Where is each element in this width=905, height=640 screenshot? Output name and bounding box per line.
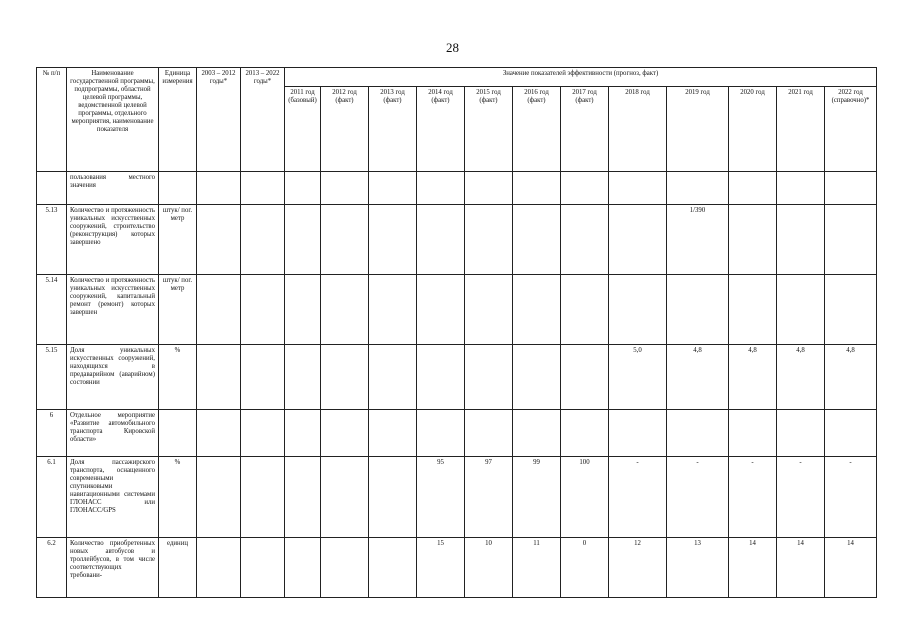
row-value	[825, 172, 877, 205]
row-unit: %	[159, 457, 197, 538]
header-year: 2016 год (факт)	[513, 87, 561, 172]
row-num: 6.1	[37, 457, 67, 538]
row-value	[285, 410, 321, 457]
row-value	[729, 275, 777, 345]
row-value	[777, 205, 825, 275]
row-value	[465, 172, 513, 205]
row-value: -	[609, 457, 667, 538]
header-year: 2018 год	[609, 87, 667, 172]
row-value	[729, 172, 777, 205]
row-value	[777, 172, 825, 205]
row-period-2013-2022	[241, 538, 285, 598]
row-value: -	[667, 457, 729, 538]
row-value	[513, 410, 561, 457]
row-value	[321, 205, 369, 275]
row-value	[513, 205, 561, 275]
row-value	[513, 172, 561, 205]
row-value	[777, 410, 825, 457]
row-value	[561, 275, 609, 345]
row-period-2003-2012	[197, 275, 241, 345]
header-year: 2017 год (факт)	[561, 87, 609, 172]
row-value: 10	[465, 538, 513, 598]
row-value	[321, 538, 369, 598]
row-value	[465, 410, 513, 457]
row-period-2013-2022	[241, 205, 285, 275]
row-value: 13	[667, 538, 729, 598]
row-value: 95	[417, 457, 465, 538]
row-value	[321, 410, 369, 457]
row-unit: штук/ пог. метр	[159, 275, 197, 345]
row-value: 12	[609, 538, 667, 598]
row-value	[561, 172, 609, 205]
row-name: пользования местного значения	[67, 172, 159, 205]
header-year: 2021 год	[777, 87, 825, 172]
header-year: 2013 год (факт)	[369, 87, 417, 172]
row-value: 15	[417, 538, 465, 598]
row-value: 1/390	[667, 205, 729, 275]
row-value	[321, 457, 369, 538]
table-row	[37, 172, 877, 205]
row-unit	[159, 172, 197, 205]
row-value: 4,8	[667, 345, 729, 410]
row-value	[417, 345, 465, 410]
table-row	[37, 457, 877, 538]
row-value: 14	[777, 538, 825, 598]
row-value	[561, 345, 609, 410]
row-value	[321, 172, 369, 205]
row-value	[369, 538, 417, 598]
row-value	[369, 410, 417, 457]
row-value	[417, 275, 465, 345]
row-value: 5,0	[609, 345, 667, 410]
row-value	[729, 410, 777, 457]
row-value	[513, 275, 561, 345]
header-year: 2019 год	[667, 87, 729, 172]
row-value: 11	[513, 538, 561, 598]
header-period-2003-2012: 2003 – 2012 годы*	[197, 68, 241, 172]
row-value	[609, 410, 667, 457]
row-value	[417, 172, 465, 205]
row-name: Отдельное мероприятие «Развитие автомобильного транспорта Кировской области»	[67, 410, 159, 457]
row-name: Количество и протяженность уникальных искусственных сооружений, капитальный ремонт (ремонт) которых завершен	[67, 275, 159, 345]
row-value	[285, 275, 321, 345]
row-num	[37, 172, 67, 205]
row-value	[417, 410, 465, 457]
row-value	[825, 275, 877, 345]
row-value	[285, 172, 321, 205]
row-value: 99	[513, 457, 561, 538]
row-name: Доля пассажирского транспорта, оснащенного современными спутниковыми навигационными системами ГЛОНАСС или ГЛОНАСС/GPS	[67, 457, 159, 538]
table-row	[37, 538, 877, 598]
row-period-2013-2022	[241, 457, 285, 538]
row-period-2003-2012	[197, 410, 241, 457]
row-value: -	[729, 457, 777, 538]
row-value: 100	[561, 457, 609, 538]
row-period-2003-2012	[197, 205, 241, 275]
row-num: 5.13	[37, 205, 67, 275]
header-group-title: Значение показателей эффективности (прогноз, факт)	[285, 68, 877, 87]
row-value: 14	[729, 538, 777, 598]
row-value	[729, 205, 777, 275]
row-value	[369, 172, 417, 205]
row-unit: единиц	[159, 538, 197, 598]
row-value: 97	[465, 457, 513, 538]
table-row	[37, 345, 877, 410]
row-period-2003-2012	[197, 457, 241, 538]
row-num: 6	[37, 410, 67, 457]
row-value	[667, 172, 729, 205]
row-value: 4,8	[729, 345, 777, 410]
row-value	[369, 275, 417, 345]
row-value	[609, 275, 667, 345]
row-unit: %	[159, 345, 197, 410]
row-unit: штук/ пог. метр	[159, 205, 197, 275]
row-value	[609, 205, 667, 275]
row-value	[825, 205, 877, 275]
row-num: 5.14	[37, 275, 67, 345]
row-name: Количество и протяженность уникальных искусственных сооружений, строительство (реконструкция) которых завершено	[67, 205, 159, 275]
header-year: 2011 год (базовый)	[285, 87, 321, 172]
row-value	[285, 205, 321, 275]
row-period-2013-2022	[241, 275, 285, 345]
row-value: 4,8	[825, 345, 877, 410]
row-value: 14	[825, 538, 877, 598]
row-unit	[159, 410, 197, 457]
row-value	[369, 457, 417, 538]
row-value	[777, 275, 825, 345]
header-num: № п/п	[37, 68, 67, 172]
row-value: -	[777, 457, 825, 538]
row-period-2013-2022	[241, 410, 285, 457]
header-year: 2022 год (справочно)*	[825, 87, 877, 172]
row-value	[285, 457, 321, 538]
table-row	[37, 410, 877, 457]
row-value	[285, 538, 321, 598]
row-value	[667, 410, 729, 457]
row-value: 0	[561, 538, 609, 598]
row-name: Доля уникальных искусственных сооружений, находящихся в предаварийном (аварийном) состоянии	[67, 345, 159, 410]
row-value	[561, 205, 609, 275]
row-value	[465, 345, 513, 410]
table-row	[37, 205, 877, 275]
row-num: 6.2	[37, 538, 67, 598]
header-year: 2020 год	[729, 87, 777, 172]
row-period-2003-2012	[197, 345, 241, 410]
row-value	[513, 345, 561, 410]
row-period-2003-2012	[197, 538, 241, 598]
row-value	[285, 345, 321, 410]
row-period-2013-2022	[241, 345, 285, 410]
row-value	[667, 275, 729, 345]
indicators-table	[36, 67, 877, 598]
header-unit: Единица измерения	[159, 68, 197, 172]
row-value	[369, 205, 417, 275]
row-value	[825, 410, 877, 457]
row-value	[465, 205, 513, 275]
header-period-2013-2022: 2013 – 2022 годы*	[241, 68, 285, 172]
page-number: 28	[446, 40, 459, 55]
row-value: 4,8	[777, 345, 825, 410]
header-name: Наименование государственной программы, подпрограммы, областной целевой программы, ведомственной целевой программы, отдельного мероприятия, наименование показателя	[67, 68, 159, 172]
row-value	[465, 275, 513, 345]
row-value	[561, 410, 609, 457]
row-num: 5.15	[37, 345, 67, 410]
row-name: Количество приобретенных новых автобусов и троллейбусов, в том числе соответствующих требовани-	[67, 538, 159, 598]
row-period-2003-2012	[197, 172, 241, 205]
row-value	[417, 205, 465, 275]
header-year: 2015 год (факт)	[465, 87, 513, 172]
table-row	[37, 275, 877, 345]
row-period-2013-2022	[241, 172, 285, 205]
row-value	[321, 345, 369, 410]
header-year: 2014 год (факт)	[417, 87, 465, 172]
row-value	[609, 172, 667, 205]
row-value	[369, 345, 417, 410]
row-value	[321, 275, 369, 345]
row-value: -	[825, 457, 877, 538]
header-year: 2012 год (факт)	[321, 87, 369, 172]
